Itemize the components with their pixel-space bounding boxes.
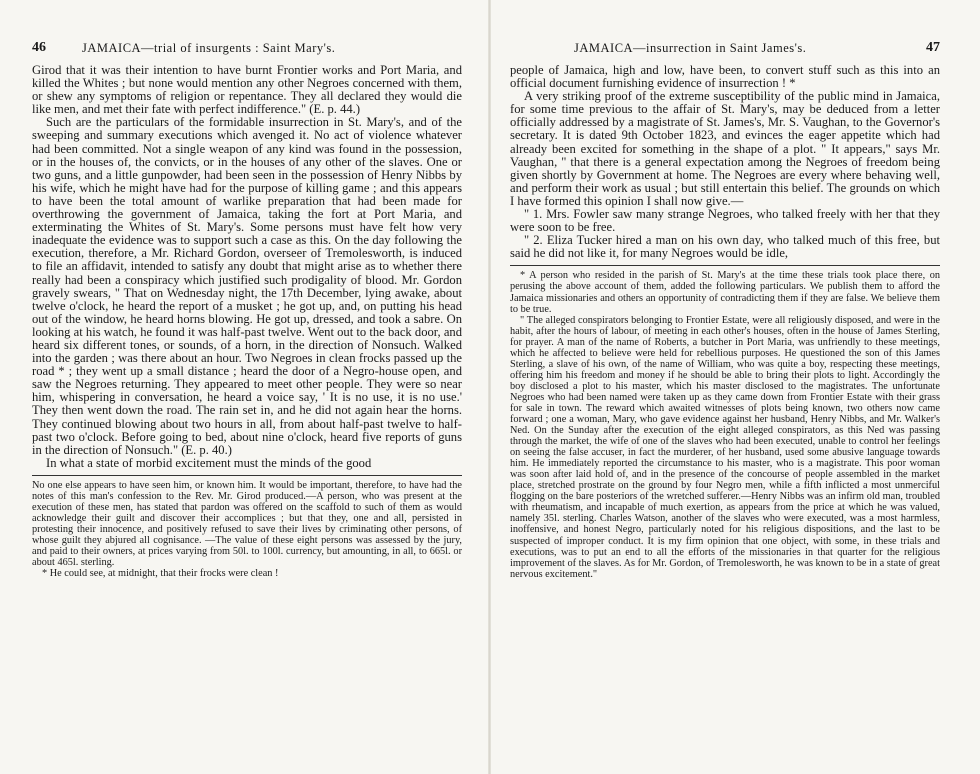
left-page-body xyxy=(32,64,462,470)
right-page-number: 47 xyxy=(926,40,940,55)
footnote-rule xyxy=(510,265,940,266)
footnote: No one else appears to have seen him, or known him. It would be important, therefore, to have had the notes of this man's confession to the Rev. Mr. Girod produced.—A person, who was present at the execution of these men, has stated that pardon was offered on the scaffold to such of them as would acknowledge their guilt and discover their accomplices ; but that they, one and all, persisted in protesting their innocence, and positively refused to save their lives by criminating other persons, of whose guilt they abjured all cognisance. —The value of these eight persons was assessed by the jury, and paid to their owners, at prices varying from 50l. to 100l. currency, but amounting, in all, to 665l. or about 465l. sterling. xyxy=(32,479,462,569)
right-page-header xyxy=(510,40,940,64)
footnote: " The alleged conspirators belonging to Frontier Estate, were all religiously disposed, and were in the habit, after the hours of labour, of meeting in each other's houses, often in the house of James Sterling, for prayer. A man of the name of Roberts, a butcher in Port Maria, was unfriendly to these meetings, which he affected to believe were held for rebellious purposes. He questioned the son of this James Sterling, a slave of his own, of the name of William, who was quite a boy, respecting these meetings, offering him his freedom and money if he should be able to bring their plots to light. Accordingly the boy disclosed a plot to his master, which his master disclosed to the magistrates. The unfortunate Negroes who had been named were taken up as they came down from Frontier Estate with their grass for sale in town. The reward which awaited witnesses of plots being known, two others now came forward ; one a woman, Mary, who gave evidence against her husband, Henry Nibbs, and Mr. Walker's Ned. On the Sunday after the execution of the eight alleged conspirators, as this Ned was passing through the market, the wife of one of the slaves who had been executed, unable to control her feelings on seeing the false accuser, in fact the murderer, of her husband, used some abusive language towards him. He immediately reported the circumstance to his master, who is a magistrate. This poor woman was soon after laid hold of, and in the presence of the concourse of people assembled in the market place, stretched prostrate on the ground by four Negro men, while a fifth inflicted a most unmerciful flogging on the bare posteriors of the wretched sufferer.—Henry Nibbs was an infirm old man, troubled with rheumatism, and incapable of much exertion, as appears from the price at which he was valued, namely 35l. sterling. Charles Watson, another of the slaves who were executed, was a most harmless, inoffensive, and honest Negro, particularly noted for his religious dispositions, and the last to be suspected of improper conduct. It is my firm opinion that one object, with some, in these trials and executions, was to put an end to all the efforts of the missionaries in that quarter for the religious improvement of the slaves. As for Mr. Gordon, of Tremolesworth, he was known to be in a state of great nervous excitement." xyxy=(510,314,940,580)
paragraph: people of Jamaica, high and low, have been, to convert stuff such as this into an official document furnishing evidence of insurrection ! * xyxy=(510,63,940,91)
left-footnotes xyxy=(32,480,462,579)
paragraph: A very striking proof of the extreme susceptibility of the public mind in Jamaica, for some time previous to the affair of St. Mary's, may be deduced from a letter officially addressed by a magistrate of St. James's, Mr. S. Vaughan, to the Governor's secretary. It is dated 9th October 1823, and evinces the eager appetite which had already been excited for something in the shape of a plot. " It appears," says Mr. Vaughan, " that there is a general expectation among the Negroes of freedom being given shortly by Government at home. The Negroes are every where behaving well, and perform their work as usual ; but still entertain this belief. The grounds on which I have formed this opinion I shall now give.— xyxy=(510,89,940,208)
left-running-head: JAMAICA—trial of insurgents : Saint Mary's. xyxy=(82,41,336,55)
paragraph: Such are the particulars of the formidable insurrection in St. Mary's, and of the sweeping and summary executions which avenged it. No act of violence whatever had been committed. Not a single weapon of any kind was found in the possession, or in the houses of, the convicts, or in the houses of any other of the slaves. One or two guns, and a little gunpowder, had been seen in the possession of Henry Nibbs by his wife, which he might have had for the purpose of killing game ; and this appears to have been the total amount of warlike preparation that had been made for overthrowing the government of Jamaica, taking the fort at Port Maria, and exterminating the Whites of St. Mary's. Some persons must have felt how very inadequate the evidence was to support such a case as this. On the day following the execution, therefore, a Mr. Richard Gordon, overseer of Tremolesworth, is induced to file an affidavit, intended to satisfy any doubt that might arise as to whether there really had been a conspiracy which justified such prodigality of blood. Mr. Gordon gravely swears, " That on Wednesday night, the 17th December, lying awake, about twelve o'clock, he heard the report of a musket ; he got up, and, on putting his head out of the window, he heard horns blowing. He got up, dressed, and took a sabre. On looking at his watch, he found it was half-past twelve. Went out to the back door, and heard six different tones, or sounds, of a horn, in the direction of Nonsuch. Walked into the garden ; was there about an hour. Two Negroes in clean frocks passed up the road * ; they went up a small distance ; heard the door of a Negro-house open, and saw the Negroes returning. They appeared to meet other people. They were so near him, whispering in conversation, he heard a voice say, ' It is no use, it is no use.' They then went down the road. The rain set in, and he did not again hear the horns. They continued blowing about two hours in all, from about half-past twelve to half-past two o'clock. Before going to bed, about nine o'clock, heard five reports of guns in the direction of Nonsuch." (E. p. 40.) xyxy=(32,115,462,457)
right-running-head: JAMAICA—insurrection in Saint James's. xyxy=(574,41,807,55)
page-gutter xyxy=(488,0,491,774)
right-page xyxy=(510,40,940,580)
paragraph: In what a state of morbid excitement must the minds of the good xyxy=(46,455,372,470)
left-page-header xyxy=(32,40,462,64)
paragraph: " 1. Mrs. Fowler saw many strange Negroes, who talked freely with her that they were soon to be free. xyxy=(510,207,940,235)
paragraph: " 2. Eliza Tucker hired a man on his own day, who talked much of this free, but said he did not like it, for many Negroes would be idle, xyxy=(510,233,940,261)
footnote-rule xyxy=(32,475,462,476)
left-page-number: 46 xyxy=(32,40,46,55)
right-footnotes xyxy=(510,270,940,579)
left-page xyxy=(32,40,462,579)
footnote: * A person who resided in the parish of St. Mary's at the time these trials took place there, on perusing the above account of them, added the following particulars. We publish them to afford the Jamaica missionaries and others an opportunity of contradicting them if they are false. We believe them to be true. xyxy=(510,270,940,315)
footnote: * He could see, at midnight, that their frocks were clean ! xyxy=(42,568,279,580)
paragraph: Girod that it was their intention to have burnt Frontier works and Port Maria, and killed the Whites ; but none would mention any other Negroes concerned with them, or shew any symptoms of religion or repentance. They all declared they would die like men, and met their fate with perfect indifference." (E. p. 44.) xyxy=(32,63,462,117)
right-page-body xyxy=(510,64,940,260)
